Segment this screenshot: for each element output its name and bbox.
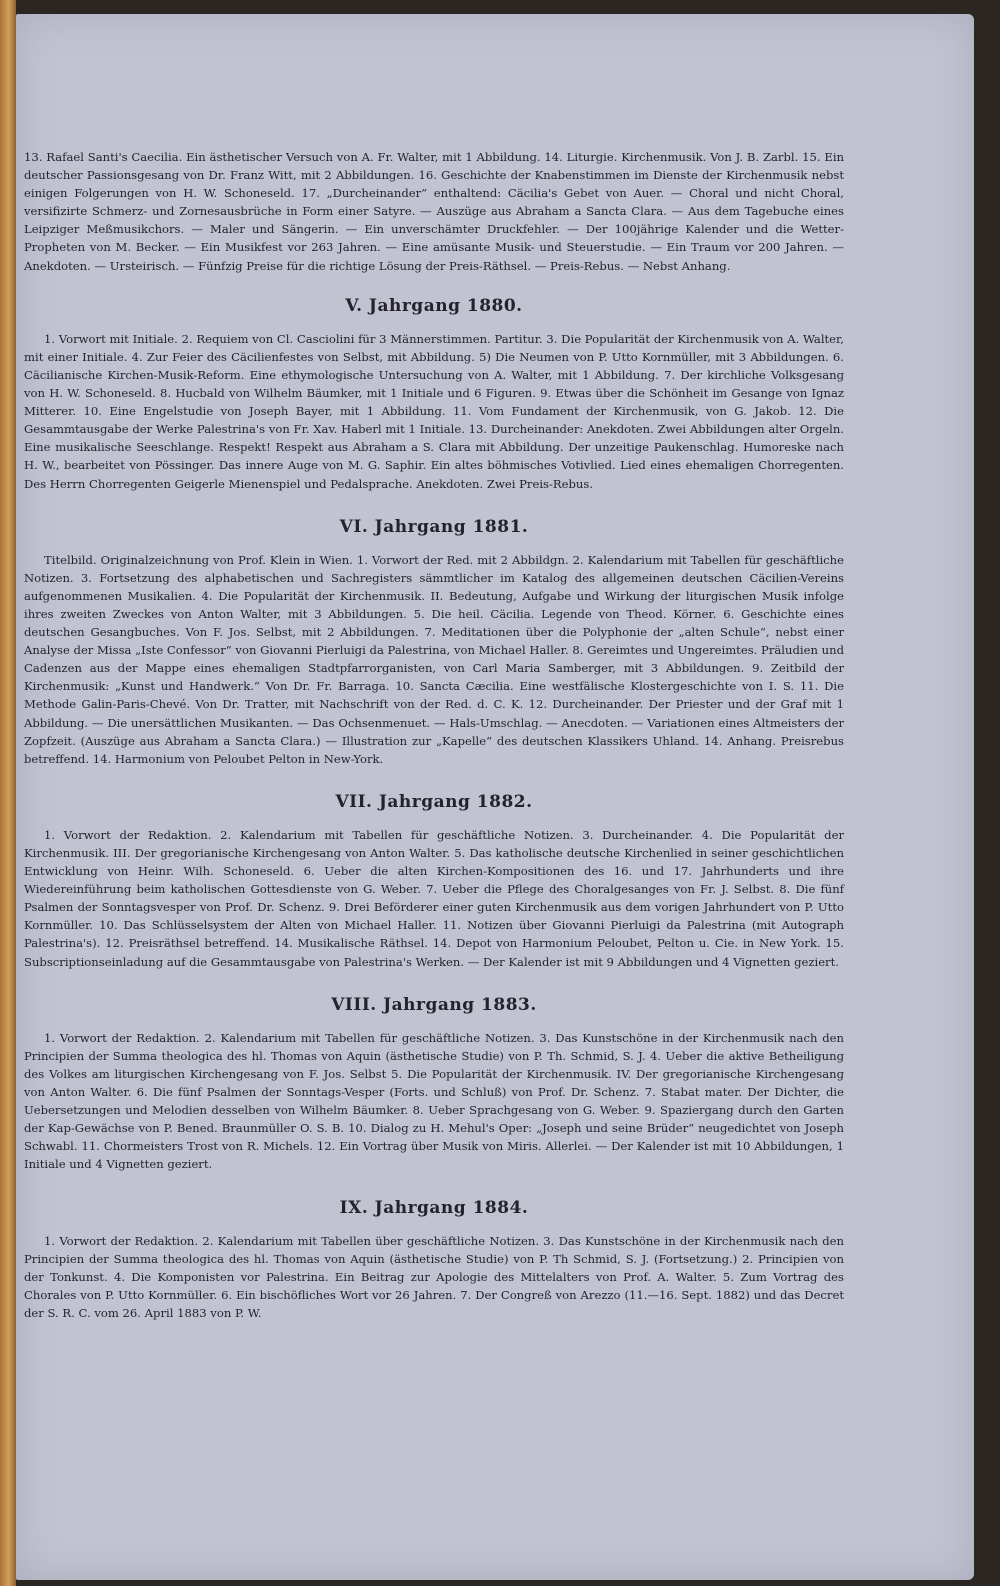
section-text-1882: 1. Vorwort der Redaktion. 2. Kalendarium mit Tabellen für geschäftliche Notizen. 3. Durcheinander. 4. Die Popularität der Kirchenmusik. III. Der gregorianische Kirchengesang von Anton Walter. 5. Das katholische deutsche Kirchenlied in seiner geschichtlichen Entwicklung von Heinr. Wilh. Schoneseld. 6. Ueber die alten Kirchen-Kompositionen des 16. und 17. Jahrhunderts und ihre Wiedereinführung beim katholischen Gottesdienste von G. Weber. 7. Ueber die Pflege des Choralgesanges von Fr. J. Selbst. 8. Die fünf Psalmen der Sonntagsvesper von Prof. Dr. Schenz. 9. Drei Beförderer einer guten Kirchenmusik aus dem vorigen Jahrhundert von P. Utto Kornmüller. 10. Das Schlüsselsystem der Alten von Michael Haller. 11. Notizen über Giovanni Pierluigi da Palestrina (mit Autograph Palestrina's). 12. Preisräthsel betreffend. 14. Musikalische Räthsel. 14. Depot von Harmonium Peloubet, Pelton u. Cie. in New York. 15. Subscriptionseinladung auf die Gesammtausgabe von Palestrina's Werken. — Der Kalender ist mit 9 Abbildungen und 4 Vignetten geziert. <box>24 827 844 969</box>
document-page <box>16 14 974 1580</box>
section-heading-1884: IX. Jahrgang 1884. <box>339 1197 529 1218</box>
book-spine-edge <box>0 0 16 1586</box>
section-heading-1883: VIII. Jahrgang 1883. <box>331 994 537 1015</box>
section-text-1881: Titelbild. Originalzeichnung von Prof. Klein in Wien. 1. Vorwort der Red. mit 2 Abbildgn. 2. Kalendarium mit Tabellen für geschäftliche Notizen. 3. Fortsetzung des alphabetischen und Sachregisters sämmtlicher im Katalog des allgemeinen deutschen Cäcilien-Vereins aufgenommenen Musikalien. 4. Die Popularität der Kirchenmusik. II. Bedeutung, Aufgabe und Wirkung der liturgischen Musik infolge ihres zweiten Zweckes von Anton Walter, mit 3 Abbildungen. 5. Die heil. Cäcilia. Legende von Theod. Körner. 6. Geschichte eines deutschen Gesangbuches. Von F. Jos. Selbst, mit 2 Abbildungen. 7. Meditationen über die Polyphonie der „alten Schule“, nebst einer Analyse der Missa „Iste Confessor“ von Giovanni Pierluigi da Palestrina, von Michael Haller. 8. Gereimtes und Ungereimtes. Präludien und Cadenzen aus der Mappe eines ehemaligen Stadtpfarrorganisten, von Carl Maria Samberger, mit 3 Abbildungen. 9. Zeitbild der Kirchenmusik: „Kunst und Handwerk.“ Von Dr. Fr. Barraga. 10. Sancta Cæcilia. Eine westfälische Klostergeschichte von I. S. 11. Die Methode Galin-Paris-Chevé. Von Dr. Tratter, mit Nachschrift von der Red. d. C. K. 12. Durcheinander. Der Priester und der Graf mit 1 Abbildung. — Die unersättlichen Musikanten. — Das Ochsenmenuet. — Hals-Umschlag. — Anecdoten. — Variationen eines Altmeisters der Zopfzeit. (Auszüge aus Abraham a Sancta Clara.) — Illustration zur „Kapelle“ des deutschen Klassikers Uhland. 14. Anhang. Preisrebus betreffend. 14. Harmonium von Peloubet Pelton in New-York. <box>24 552 844 766</box>
section-heading-1880: V. Jahrgang 1880. <box>345 295 523 316</box>
section-heading-1881: VI. Jahrgang 1881. <box>339 516 529 537</box>
section-text-1880: 1. Vorwort mit Initiale. 2. Requiem von Cl. Casciolini für 3 Männerstimmen. Partitur. 3. Die Popularität der Kirchenmusik von A. Walter, mit einer Initiale. 4. Zur Feier des Cäcilienfestes von Selbst, mit Abbildung. 5) Die Neumen von P. Utto Kornmüller, mit 3 Abbildungen. 6. Cäcilianische Kirchen-Musik-Reform. Eine ethymologische Untersuchung von A. Walter, mit 1 Abbildung. 7. Der kirchliche Volksgesang von H. W. Schoneseld. 8. Hucbald von Wilhelm Bäumker, mit 1 Initiale und 6 Figuren. 9. Etwas über die Schönheit im Gesange von Ignaz Mitterer. 10. Eine Engelstudie von Joseph Bayer, mit 1 Abbildung. 11. Vom Fundament der Kirchenmusik, von G. Jakob. 12. Die Gesammtausgabe der Werke Palestrina's von Fr. Xav. Haberl mit 1 Initiale. 13. Durcheinander: Anekdoten. Zwei Abbildungen alter Orgeln. Eine musikalische Seeschlange. Respekt! Respekt aus Abraham a S. Clara mit Abbildung. Der unzeitige Paukenschlag. Humoreske nach H. W., bearbeitet von Pössinger. Das innere Auge von M. G. Saphir. Ein altes böhmisches Votivlied. Lied eines ehemaligen Chorregenten. Des Herrn Chorregenten Geigerle Mienenspiel und Pedalsprache. Anekdoten. Zwei Preis-Rebus. <box>24 331 844 491</box>
section-heading-1882: VII. Jahrgang 1882. <box>335 791 533 812</box>
continuation-paragraph: 13. Rafael Santi's Caecilia. Ein ästhetischer Versuch von A. Fr. Walter, mit 1 Abbildung. 14. Liturgie. Kirchenmusik. Von J. B. Zarbl. 15. Ein deutscher Passionsgesang von Dr. Franz Witt, mit 2 Abbildungen. 16. Geschichte der Knabenstimmen im Dienste der Kirchenmusik nebst einigen Folgerungen von H. W. Schoneseld. 17. „Durcheinander“ enthaltend: Cäcilia's Gebet von Auer. — Choral und nicht Choral, versifizirte Schmerz- und Zornesausbrüche in Form einer Satyre. — Auszüge aus Abraham a Sancta Clara. — Aus dem Tagebuche eines Leipziger Meßmusikchors. — Maler und Sängerin. — Ein unverschämter Druckfehler. — Der 100jährige Kalender und die Wetter-Propheten von M. Becker. — Ein Musikfest vor 263 Jahren. — Eine amüsante Musik- und Steuerstudie. — Ein Traum vor 200 Jahren. — Anekdoten. — Ursteirisch. — Fünfzig Preise für die richtige Lösung der Preis-Räthsel. — Preis-Rebus. — Nebst Anhang. <box>24 150 844 273</box>
text-block <box>24 148 844 1322</box>
section-text-1883: 1. Vorwort der Redaktion. 2. Kalendarium mit Tabellen für geschäftliche Notizen. 3. Das Kunstschöne in der Kirchenmusik nach den Principien der Summa theologica des hl. Thomas von Aquin (ästhetische Studie) von P. Th. Schmid, S. J. 4. Ueber die aktive Betheiligung des Volkes am liturgischen Kirchengesang von F. Jos. Selbst 5. Die Popularität der Kirchenmusik. IV. Der gregorianische Kirchengesang von Anton Walter. 6. Die fünf Psalmen der Sonntags-Vesper (Forts. und Schluß) von Prof. Dr. Schenz. 7. Stabat mater. Der Dichter, die Uebersetzungen und Melodien desselben von Wilhelm Bäumker. 8. Ueber Sprachgesang von G. Weber. 9. Spaziergang durch den Garten der Kap-Gewächse von P. Bened. Braunmüller O. S. B. 10. Dialog zu H. Mehul's Oper: „Joseph und seine Brüder“ neugedichtet von Joseph Schwabl. 11. Chormeisters Trost von R. Michels. 12. Ein Vortrag über Musik von Miris. Allerlei. — Der Kalender ist mit 10 Abbildungen, 1 Initiale und 4 Vignetten geziert. <box>24 1030 844 1172</box>
section-text-1884: 1. Vorwort der Redaktion. 2. Kalendarium mit Tabellen über geschäftliche Notizen. 3. Das Kunstschöne in der Kirchenmusik nach den Principien der Summa theologica des hl. Thomas von Aquin (ästhetische Studie) von P. Th Schmid, S. J. (Fortsetzung.) 2. Principien von der Tonkunst. 4. Die Komponisten vor Palestrina. Ein Beitrag zur Apologie des Mittelalters von Prof. A. Walter. 5. Zum Vortrag des Chorales von P. Utto Kornmüller. 6. Ein bischöfliches Wort vor 26 Jahren. 7. Der Congreß von Arezzo (11.—16. Sept. 1882) und das Decret der S. R. C. vom 26. April 1883 von P. W. <box>24 1233 844 1320</box>
